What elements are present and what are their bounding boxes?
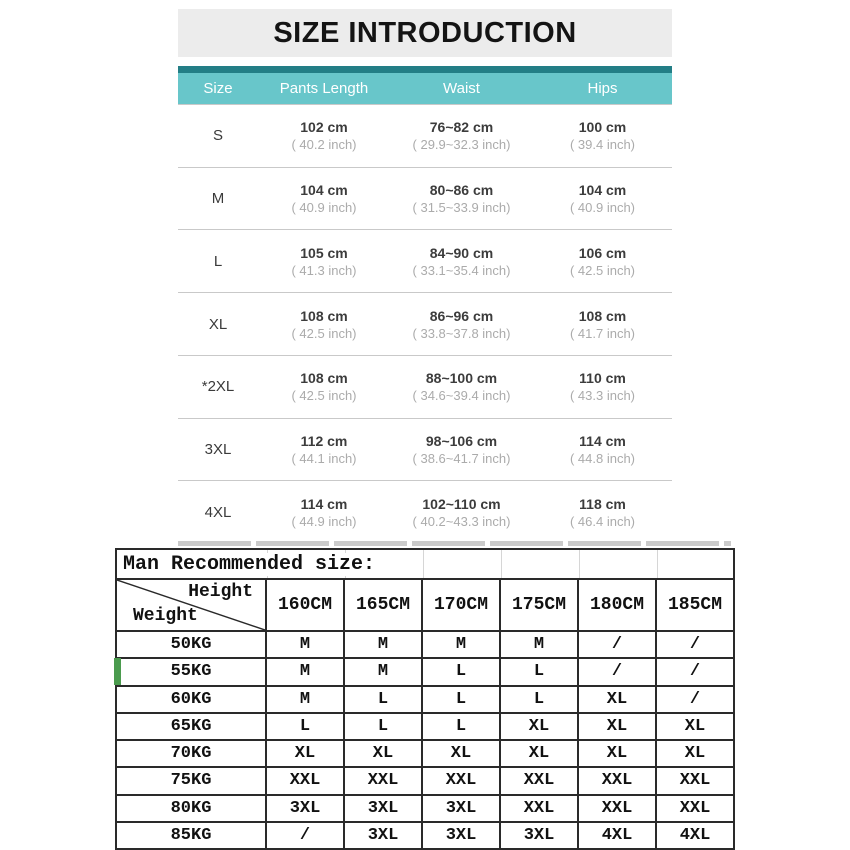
table-row-4xl <box>178 481 672 543</box>
size-cell: XXL <box>423 768 501 793</box>
hips-cm: 106 cm <box>578 244 627 261</box>
pants-cm: 114 cm <box>300 495 348 512</box>
pants-inch: ( 40.2 inch) <box>291 137 357 153</box>
size-cell: / <box>689 635 701 655</box>
size-label: 4XL <box>204 503 232 521</box>
size-cell: XL <box>501 714 579 739</box>
waist-inch: ( 33.1~35.4 inch) <box>412 262 511 278</box>
size-cell: M <box>267 659 345 684</box>
recommended-size-title: Man Recommended size: <box>117 553 375 576</box>
pants-cm: 105 cm <box>300 244 348 261</box>
waist-cm: 88~100 cm <box>425 370 498 387</box>
header-accent-bar <box>178 66 672 73</box>
size-cell: XXL <box>501 796 579 821</box>
pants-inch: ( 42.5 inch) <box>291 325 357 341</box>
page-title: SIZE INTRODUCTION <box>273 16 577 49</box>
size-cell: XXL <box>501 768 579 793</box>
size-cell: L <box>423 659 501 684</box>
hips-cm: 114 cm <box>579 432 626 449</box>
hips-inch: ( 43.3 inch) <box>569 388 636 404</box>
size-cell: XXL <box>579 768 657 793</box>
table-row-xl <box>178 293 672 356</box>
weight-label: 50KG <box>117 632 267 657</box>
height-column-header: 185CM <box>667 595 722 615</box>
size-cell: / <box>579 632 657 657</box>
hips-inch: ( 40.9 inch) <box>569 200 636 216</box>
weight-row-65kg <box>117 714 733 741</box>
hips-inch: ( 44.8 inch) <box>569 450 636 466</box>
pants-inch: ( 41.3 inch) <box>291 262 357 278</box>
size-cell: L <box>501 659 579 684</box>
size-cell: M <box>501 632 579 657</box>
size-cell: L <box>267 714 345 739</box>
pants-inch: ( 42.5 inch) <box>291 388 357 404</box>
pants-cm: 104 cm <box>300 182 348 199</box>
table-row-s <box>178 105 672 168</box>
size-cell: 3XL <box>267 796 345 821</box>
weight-row-50kg <box>117 632 733 659</box>
pants-cm: 108 cm <box>300 370 348 387</box>
pants-inch: ( 44.1 inch) <box>291 450 357 466</box>
size-cell: 3XL <box>423 796 501 821</box>
hips-cm: 118 cm <box>579 495 626 512</box>
weight-label: 75KG <box>117 768 267 793</box>
recommended-size-table <box>115 548 735 850</box>
size-cell: M <box>345 632 423 657</box>
size-cell: 3XL <box>345 796 423 821</box>
hips-inch: ( 46.4 inch) <box>569 513 636 529</box>
weight-label: 80KG <box>117 796 267 821</box>
size-cell: 3XL <box>501 823 579 848</box>
size-cell: XL <box>423 741 501 766</box>
table-row-2xl <box>178 356 672 419</box>
pants-cm: 108 cm <box>300 307 348 324</box>
size-cell: / <box>579 659 657 684</box>
title-band <box>178 9 672 57</box>
size-label: 3XL <box>204 440 232 458</box>
hips-inch: ( 39.4 inch) <box>569 137 636 153</box>
column-header-waist: Waist <box>443 80 480 97</box>
pants-inch: ( 44.9 inch) <box>291 513 357 529</box>
pants-cm: 102 cm <box>300 119 348 136</box>
weight-row-85kg <box>117 823 733 848</box>
weight-label: 85KG <box>117 823 267 848</box>
waist-inch: ( 40.2~43.3 inch) <box>412 513 511 529</box>
size-label: XL <box>208 315 228 333</box>
size-cell: / <box>267 823 345 848</box>
hips-cm: 108 cm <box>578 307 627 324</box>
size-label: M <box>211 190 225 208</box>
size-cell: XL <box>579 741 657 766</box>
size-table-body <box>178 104 672 543</box>
recommended-size-title-row <box>117 550 733 580</box>
waist-cm: 76~82 cm <box>429 119 494 136</box>
weight-row-80kg <box>117 796 733 823</box>
size-cell: 4XL <box>679 825 711 845</box>
size-cell: XL <box>579 714 657 739</box>
corner-weight-label: Weight <box>133 606 198 626</box>
size-cell: XXL <box>679 798 711 818</box>
size-cell: M <box>267 632 345 657</box>
weight-row-75kg <box>117 768 733 795</box>
waist-cm: 80~86 cm <box>429 182 494 199</box>
size-cell: / <box>689 662 701 682</box>
waist-inch: ( 38.6~41.7 inch) <box>412 450 511 466</box>
height-column-header: 180CM <box>579 580 657 630</box>
size-cell: M <box>267 687 345 712</box>
hips-inch: ( 41.7 inch) <box>569 325 636 341</box>
waist-cm: 86~96 cm <box>429 307 494 324</box>
size-cell: XL <box>345 741 423 766</box>
weight-row-60kg <box>117 687 733 714</box>
size-cell: XL <box>684 744 706 764</box>
size-cell: XL <box>579 687 657 712</box>
size-cell: XXL <box>345 768 423 793</box>
table-row-m <box>178 168 672 231</box>
waist-cm: 102~110 cm <box>422 495 501 512</box>
waist-cm: 98~106 cm <box>425 432 498 449</box>
size-table <box>178 66 672 543</box>
size-cell: M <box>345 659 423 684</box>
waist-inch: ( 33.8~37.8 inch) <box>412 325 511 341</box>
size-label: L <box>213 252 223 270</box>
size-cell: 4XL <box>579 823 657 848</box>
column-header-hips: Hips <box>587 80 618 97</box>
height-weight-corner-cell <box>117 580 267 630</box>
table-row-3xl <box>178 419 672 482</box>
size-table-header <box>178 73 672 104</box>
recommended-size-header-row <box>117 580 733 632</box>
size-cell: XXL <box>679 771 711 791</box>
size-cell: 3XL <box>423 823 501 848</box>
size-cell: L <box>501 687 579 712</box>
size-cell: / <box>689 689 701 709</box>
row-selection-marker <box>114 658 121 685</box>
height-column-header: 170CM <box>423 580 501 630</box>
hips-cm: 110 cm <box>579 370 626 387</box>
hips-cm: 104 cm <box>578 182 627 199</box>
size-cell: 3XL <box>345 823 423 848</box>
hips-cm: 100 cm <box>578 119 627 136</box>
corner-height-label: Height <box>188 582 253 602</box>
size-cell: L <box>345 714 423 739</box>
weight-label: 55KG <box>117 659 267 684</box>
size-cell: L <box>423 687 501 712</box>
size-label: *2XL <box>201 378 235 396</box>
waist-cm: 84~90 cm <box>429 244 494 261</box>
height-column-header: 175CM <box>501 580 579 630</box>
size-label: S <box>212 127 223 145</box>
size-cell: XXL <box>267 768 345 793</box>
table-row-l <box>178 230 672 293</box>
waist-inch: ( 31.5~33.9 inch) <box>412 200 511 216</box>
size-cell: XL <box>501 741 579 766</box>
weight-label: 70KG <box>117 741 267 766</box>
waist-inch: ( 29.9~32.3 inch) <box>412 137 511 153</box>
weight-row-70kg <box>117 741 733 768</box>
size-cell: XL <box>684 716 706 736</box>
hips-inch: ( 42.5 inch) <box>569 262 636 278</box>
spreadsheet-gridline-strip <box>178 541 731 546</box>
size-cell: L <box>345 687 423 712</box>
size-cell: M <box>423 632 501 657</box>
column-header-size: Size <box>203 80 233 97</box>
weight-row-55kg <box>117 659 733 686</box>
height-column-header: 160CM <box>267 580 345 630</box>
size-cell: XXL <box>579 796 657 821</box>
height-column-header: 165CM <box>345 580 423 630</box>
pants-cm: 112 cm <box>300 432 348 449</box>
column-header-pants-length: Pants Length <box>279 80 369 97</box>
size-cell: L <box>423 714 501 739</box>
size-cell: XL <box>267 741 345 766</box>
weight-label: 65KG <box>117 714 267 739</box>
weight-label: 60KG <box>117 687 267 712</box>
waist-inch: ( 34.6~39.4 inch) <box>412 388 511 404</box>
pants-inch: ( 40.9 inch) <box>291 200 357 216</box>
